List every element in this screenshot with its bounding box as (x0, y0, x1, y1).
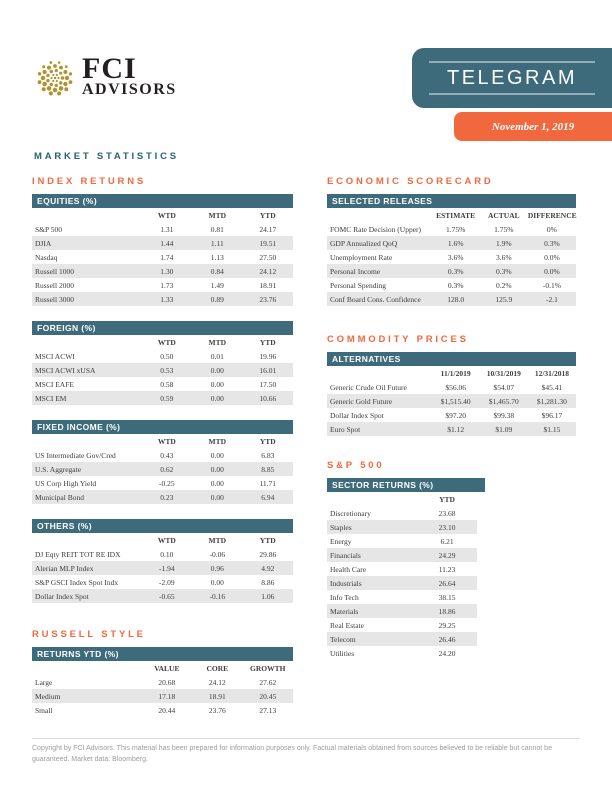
table-row (32, 462, 293, 476)
column-header-spacer (32, 335, 142, 349)
cell-value: -0.16 (209, 591, 226, 601)
column-header-spacer (32, 434, 142, 448)
fci-logo (34, 52, 177, 100)
table-row (327, 576, 477, 590)
cell-value: 0.00 (210, 577, 224, 587)
cell-value: 23.10 (438, 522, 456, 532)
row-label: S&P 500 (35, 224, 63, 234)
right-column (327, 176, 576, 732)
cell-value: 6.83 (261, 450, 275, 460)
table-row (32, 278, 293, 292)
table-row (32, 575, 293, 589)
cell-value: 20.45 (259, 691, 277, 701)
cell-value: 0.2% (495, 280, 512, 290)
column-header: MTD (208, 536, 227, 545)
cell-value: 38.15 (438, 592, 456, 602)
cell-value: 10.66 (259, 393, 277, 403)
column-header-spacer (327, 208, 432, 222)
row-label: MSCI ACWI xUSA (35, 365, 96, 375)
equities-table (32, 194, 293, 306)
cell-value: -2.1 (545, 294, 558, 304)
selected-releases-table (327, 194, 576, 306)
cell-value: 1.49 (210, 280, 224, 290)
cell-value: 0.58 (160, 379, 174, 389)
row-label: Russell 2000 (35, 280, 74, 290)
table-row (32, 561, 293, 575)
cell-value: 3.6% (495, 252, 512, 262)
row-label: Municipal Bond (35, 492, 84, 502)
table-header-bar: ALTERNATIVES (327, 352, 576, 366)
table-row (327, 548, 477, 562)
cell-value: 11.71 (259, 478, 277, 488)
cell-value: 19.51 (259, 238, 277, 248)
cell-value: 0.00 (210, 478, 224, 488)
row-label: Industrials (330, 578, 362, 588)
logo-wordmark (82, 52, 177, 98)
cell-value: 0.3% (544, 238, 560, 248)
cell-value: 24.20 (438, 648, 456, 658)
table-row (32, 391, 293, 405)
cell-value: 27.13 (259, 705, 277, 715)
cell-value: 0.0% (544, 266, 560, 276)
cell-value: 0.10 (160, 549, 174, 559)
data-table (32, 533, 293, 603)
section-title-commodity-prices: COMMODITY PRICES (327, 334, 469, 345)
table-row (327, 222, 576, 236)
cell-value: 18.86 (438, 606, 456, 616)
data-table (327, 208, 576, 306)
row-label: Nasdaq (35, 252, 58, 262)
cell-value: $1.12 (447, 424, 465, 434)
cell-value: $1,465.70 (488, 396, 519, 406)
column-header: ESTIMATE (436, 211, 476, 220)
column-header: WTD (157, 211, 176, 220)
column-header: YTD (259, 437, 276, 446)
column-header-spacer (32, 533, 142, 547)
row-label: FOMC Rate Decision (Upper) (330, 224, 422, 234)
cell-value: -1.94 (159, 563, 175, 573)
row-label: Russell 1000 (35, 266, 74, 276)
cell-value: 0.3% (495, 266, 512, 276)
column-header: GROWTH (250, 664, 286, 673)
table-row (327, 292, 576, 306)
column-header: 10/31/2019 (486, 369, 521, 378)
cell-value: $56.06 (445, 382, 466, 392)
row-label: US Intermediate Gov/Cred (35, 450, 116, 460)
cell-value: 0.43 (160, 450, 174, 460)
row-label: US Corp High Yield (35, 478, 97, 488)
table-header-bar: OTHERS (%) (32, 519, 293, 533)
table-row (32, 222, 293, 236)
cell-value: 17.50 (259, 379, 277, 389)
table-row (32, 448, 293, 462)
table-row (32, 547, 293, 561)
logo-text-advisors: ADVISORS (82, 81, 177, 98)
russell-returns-table (32, 647, 293, 717)
table-row (32, 490, 293, 504)
page-title: MARKET STATISTICS (34, 151, 179, 162)
column-header: CORE (206, 664, 229, 673)
footer (32, 738, 580, 766)
table-row (32, 675, 293, 689)
cell-value: 11.23 (438, 564, 456, 574)
table-row (32, 363, 293, 377)
table-row (32, 292, 293, 306)
row-label: Staples (330, 522, 352, 532)
cell-value: 24.29 (438, 550, 456, 560)
cell-value: 18.91 (208, 691, 226, 701)
footer-disclaimer: Copyright by FCI Advisors. This material has been prepared for information purposes only. Factual materials obtained from sources believed to be reliable but cannot be guaranteed. Market data: Bloomberg. (32, 745, 552, 763)
row-label: Real Estate (330, 620, 364, 630)
cell-value: 1.06 (261, 591, 275, 601)
foreign-table (32, 321, 293, 405)
table-row (327, 632, 477, 646)
date-ribbon (454, 112, 612, 141)
cell-value: 1.73 (160, 280, 174, 290)
cell-value: 1.6% (447, 238, 464, 248)
cell-value: 0.89 (210, 294, 224, 304)
column-header: YTD (439, 495, 455, 504)
cell-value: 0.50 (160, 351, 174, 361)
cell-value: 24.12 (208, 677, 226, 687)
column-header: WTD (157, 437, 176, 446)
cell-value: $99.38 (493, 410, 515, 420)
cell-value: 8.85 (261, 464, 275, 474)
row-label: DJIA (35, 238, 52, 248)
cell-value: 0% (546, 224, 557, 234)
cell-value: 0.00 (210, 464, 224, 474)
data-table (327, 366, 576, 436)
badge-rule-top (429, 61, 595, 63)
section-title-sp500: S&P 500 (327, 460, 385, 471)
row-label: GDP Annualized QoQ (330, 238, 398, 248)
row-label: MSCI EAFE (35, 379, 74, 389)
table-row (327, 264, 576, 278)
column-header: YTD (259, 536, 276, 545)
cell-value: 1.75% (445, 224, 466, 234)
table-row (327, 534, 477, 548)
cell-value: $1,515.40 (440, 396, 471, 406)
table-row (32, 589, 293, 603)
row-label: Materials (330, 606, 359, 616)
fci-globe-icon (34, 56, 76, 100)
table-row (32, 689, 293, 703)
cell-value: 6.21 (440, 536, 454, 546)
cell-value: $1.09 (495, 424, 513, 434)
column-header: MTD (208, 211, 227, 220)
column-header: MTD (208, 338, 227, 347)
cell-value: 1.44 (160, 238, 174, 248)
row-label: Telecom (330, 634, 356, 644)
cell-value: 0.01 (210, 351, 224, 361)
table-row (327, 422, 576, 436)
table-row (327, 278, 576, 292)
row-label: Small (35, 705, 53, 715)
cell-value: $1,281.30 (536, 396, 567, 406)
cell-value: -0.25 (159, 478, 175, 488)
cell-value: $97.20 (445, 410, 466, 420)
table-row (327, 562, 477, 576)
alternatives-table (327, 352, 576, 436)
cell-value: 0.3% (447, 266, 464, 276)
table-row (327, 604, 477, 618)
cell-value: 24.12 (259, 266, 277, 276)
cell-value: 19.96 (259, 351, 277, 361)
table-row (327, 646, 477, 660)
cell-value: 0.62 (160, 464, 174, 474)
section-title-russell-style: RUSSELL STYLE (32, 629, 146, 640)
table-row (327, 408, 576, 422)
cell-value: 0.00 (210, 450, 224, 460)
row-label: Dollar Index Spot (330, 410, 384, 420)
row-label: Personal Spending (330, 280, 387, 290)
table-header-bar: FIXED INCOME (%) (32, 420, 293, 434)
row-label: Large (35, 677, 53, 687)
cell-value: 4.92 (261, 563, 275, 573)
cell-value: 1.30 (160, 266, 174, 276)
cell-value: 1.13 (210, 252, 224, 262)
cell-value: 0.00 (210, 393, 224, 403)
column-header: WTD (157, 536, 176, 545)
row-label: S&P GSCI Index Spot Indx (35, 577, 119, 587)
cell-value: 23.68 (438, 508, 456, 518)
row-label: Alerian MLP Index (35, 563, 94, 573)
content-columns (32, 176, 576, 732)
cell-value: $54.07 (493, 382, 515, 392)
row-label: DJ Eqty REIT TOT RE IDX (35, 549, 121, 559)
cell-value: 18.91 (259, 280, 277, 290)
row-label: MSCI EM (35, 393, 67, 403)
column-header: YTD (259, 211, 276, 220)
cell-value: 1.33 (160, 294, 174, 304)
cell-value: 24.17 (259, 224, 277, 234)
cell-value: 29.25 (438, 620, 456, 630)
row-label: Personal Income (330, 266, 381, 276)
sector-returns-table (327, 478, 576, 660)
column-header-spacer (327, 492, 417, 506)
cell-value: 0.00 (210, 379, 224, 389)
table-header-bar: RETURNS YTD (%) (32, 647, 293, 661)
cell-value: $1.15 (543, 424, 561, 434)
cell-value: 0.84 (210, 266, 224, 276)
table-row (327, 520, 477, 534)
table-row (32, 264, 293, 278)
cell-value: 29.86 (259, 549, 277, 559)
cell-value: 17.18 (158, 691, 176, 701)
table-row (32, 377, 293, 391)
row-label: U.S. Aggregate (35, 464, 82, 474)
column-header-spacer (32, 661, 142, 675)
cell-value: 27.62 (259, 677, 277, 687)
cell-value: 0.00 (210, 492, 224, 502)
data-table (32, 208, 293, 306)
cell-value: 1.9% (495, 238, 512, 248)
row-label: Generic Crude Oil Future (330, 382, 407, 392)
column-header: 11/1/2019 (440, 369, 471, 378)
row-label: Dollar Index Spot (35, 591, 89, 601)
cell-value: 1.31 (160, 224, 174, 234)
cell-value: 3.6% (447, 252, 464, 262)
cell-value: 16.01 (259, 365, 277, 375)
column-header: DIFFERENCE (527, 211, 577, 220)
cell-value: 128.0 (447, 294, 465, 304)
row-label: Utilities (330, 648, 355, 658)
cell-value: 0.96 (210, 563, 224, 573)
row-label: MSCI ACWI (35, 351, 75, 361)
data-table (32, 661, 293, 717)
row-label: Info Tech (330, 592, 359, 602)
table-row (32, 236, 293, 250)
cell-value: 27.50 (259, 252, 277, 262)
table-row (327, 618, 477, 632)
row-label: Unemployment Rate (330, 252, 393, 262)
row-label: Generic Gold Future (330, 396, 393, 406)
table-header-bar: EQUITIES (%) (32, 194, 293, 208)
cell-value: 0.00 (210, 365, 224, 375)
column-header: ACTUAL (487, 211, 520, 220)
row-label: Conf Board Cons. Confidence (330, 294, 421, 304)
column-header: MTD (208, 437, 227, 446)
table-row (327, 380, 576, 394)
table-row (32, 250, 293, 264)
table-header-bar: SECTOR RETURNS (%) (327, 478, 485, 492)
cell-value: 0.53 (160, 365, 174, 375)
column-header: WTD (157, 338, 176, 347)
cell-value: 0.81 (210, 224, 224, 234)
cell-value: 1.74 (160, 252, 174, 262)
cell-value: 1.11 (210, 238, 224, 248)
cell-value: 26.64 (438, 578, 456, 588)
table-row (32, 349, 293, 363)
table-header-bar: FOREIGN (%) (32, 321, 293, 335)
column-header-spacer (327, 366, 432, 380)
telegram-badge (412, 48, 612, 108)
table-row (327, 236, 576, 250)
section-title-index-returns: INDEX RETURNS (32, 176, 146, 187)
cell-value: 0.0% (544, 252, 560, 262)
row-label: Energy (330, 536, 352, 546)
badge-rule-bottom (429, 93, 595, 95)
cell-value: -0.1% (542, 280, 561, 290)
data-table (32, 335, 293, 405)
others-table (32, 519, 293, 603)
row-label: Financials (330, 550, 361, 560)
cell-value: $96.17 (541, 410, 563, 420)
cell-value: 20.44 (158, 705, 176, 715)
cell-value: 20.68 (158, 677, 176, 687)
table-row (327, 590, 477, 604)
column-header-spacer (32, 208, 142, 222)
table-row (327, 506, 477, 520)
row-label: Euro Spot (330, 424, 361, 434)
table-row (32, 476, 293, 490)
logo-text-fci: FCI (82, 52, 137, 85)
cell-value: 23.76 (259, 294, 277, 304)
data-table (327, 492, 477, 660)
column-header: YTD (259, 338, 276, 347)
cell-value: 1.75% (494, 224, 514, 234)
cell-value: $45.41 (541, 382, 563, 392)
table-row (32, 703, 293, 717)
cell-value: 125.9 (495, 294, 513, 304)
cell-value: -0.06 (209, 549, 226, 559)
column-header: VALUE (154, 664, 180, 673)
data-table (32, 434, 293, 504)
row-label: Russell 3000 (35, 294, 74, 304)
table-row (327, 394, 576, 408)
cell-value: 23.76 (208, 705, 226, 715)
row-label: Health Care (330, 564, 367, 574)
cell-value: 8.86 (261, 577, 275, 587)
left-column (32, 176, 293, 732)
badge-title: TELEGRAM (446, 67, 578, 89)
table-header-bar: SELECTED RELEASES (327, 194, 576, 208)
fixed-income-table (32, 420, 293, 504)
section-title-economic-scorecard: ECONOMIC SCORECARD (327, 176, 494, 187)
cell-value: -2.09 (159, 577, 175, 587)
issue-date: November 1, 2019 (491, 120, 575, 133)
cell-value: 0.23 (160, 492, 174, 502)
row-label: Discretionary (330, 508, 371, 518)
column-header: 12/31/2018 (534, 369, 570, 378)
cell-value: 26.46 (438, 634, 456, 644)
cell-value: 0.3% (447, 280, 464, 290)
cell-value: 0.59 (160, 393, 174, 403)
row-label: Medium (35, 691, 61, 701)
table-row (327, 250, 576, 264)
cell-value: -0.65 (159, 591, 175, 601)
cell-value: 6.94 (261, 492, 275, 502)
